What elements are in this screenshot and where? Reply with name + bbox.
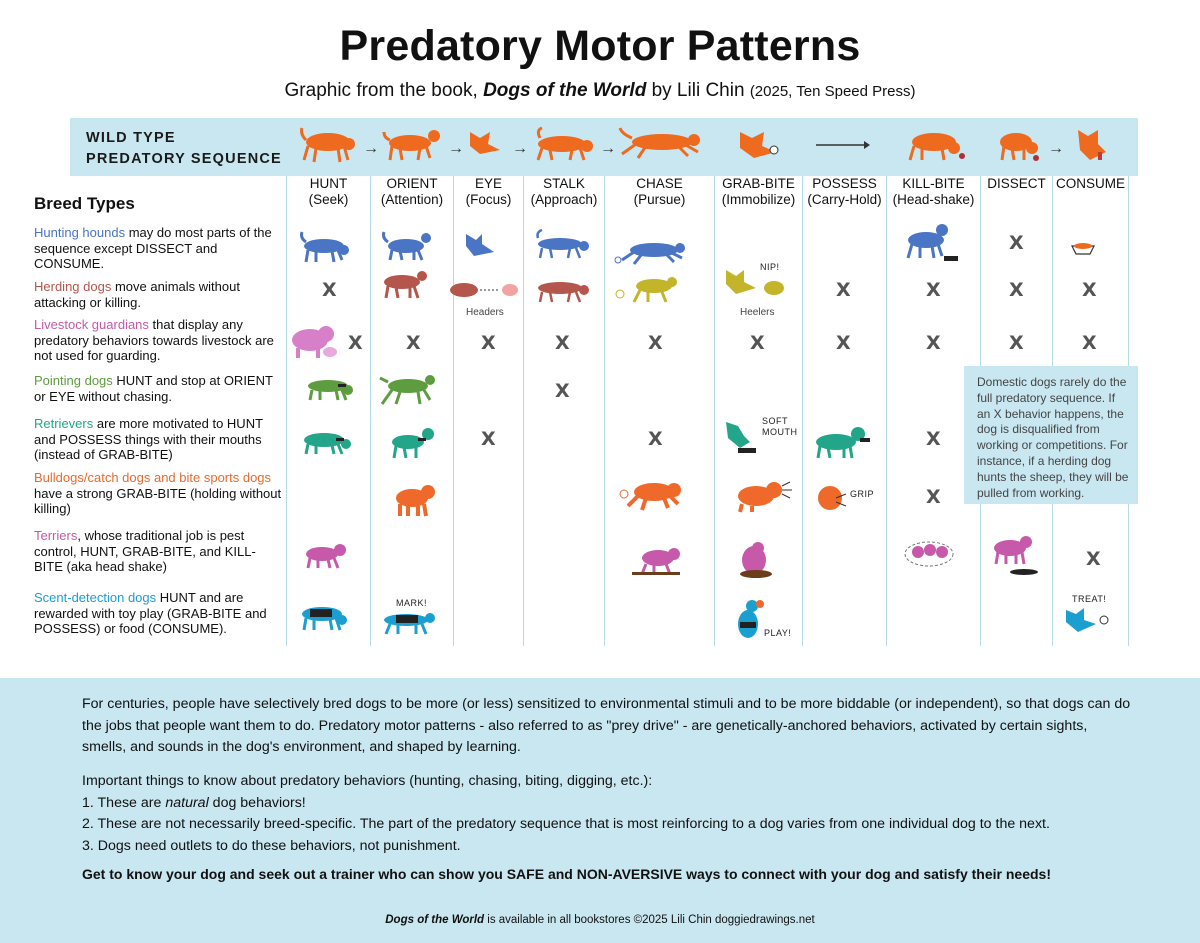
wild-dog-stalk-illustration (530, 126, 596, 162)
breed-row-pointing-dogs (34, 373, 282, 404)
breed-row-hunting-hounds (34, 225, 282, 272)
x-mark: X (1086, 548, 1101, 570)
breed-description: are more motivated to HUNT and POSSESS things with their mouths (instead of GRAB-BITE) (34, 416, 263, 462)
terrier-chase-illustration (622, 542, 686, 578)
x-mark: X (1082, 279, 1097, 301)
column-header-consume: CONSUME (1055, 176, 1125, 191)
wild-dog-orient-illustration (382, 124, 444, 164)
x-mark: X (1009, 332, 1024, 354)
arrow-icon: → (448, 140, 464, 157)
breed-description: , whose traditional job is pest control, HUNT, GRAB-BITE, and KILL-BITE (aka head shake) (34, 528, 256, 574)
wild-dog-eye-illustration (466, 128, 502, 158)
x-mark: X (555, 380, 570, 402)
breed-name: Scent-detection dogs (34, 590, 157, 605)
important-point-3: 3. Dogs need outlets to do these behaviors, not punishment. (82, 837, 461, 854)
wild-dog-grab-bite-illustration (736, 126, 782, 162)
wild-type-line1: WILD TYPE (86, 130, 176, 146)
herding-chase-illustration (612, 272, 686, 306)
subtitle-book: Dogs of the World (483, 80, 647, 101)
scent-orient-illustration (376, 606, 442, 638)
arrow-icon: → (363, 140, 379, 157)
arrow-icon: → (600, 140, 616, 157)
mark-caption: MARK! (396, 598, 428, 608)
retriever-grab-bite-illustration (722, 418, 762, 456)
arrow-icon: → (512, 140, 528, 157)
x-mark: X (836, 332, 851, 354)
terrier-dissect-illustration (988, 530, 1044, 578)
breed-description: HUNT and are rewarded with toy play (GRAB-BITE and POSSESS) or food (CONSUME). (34, 590, 267, 636)
soft-mouth-caption: SOFT MOUTH (762, 416, 798, 437)
x-mark: X (648, 332, 663, 354)
pointer-hunt-illustration (300, 372, 360, 404)
column-divider (453, 176, 454, 646)
column-header-possess: POSSESS (Carry-Hold) (807, 176, 882, 207)
breed-name: Retrievers (34, 416, 94, 431)
column-header-dissect: DISSECT (987, 176, 1046, 191)
x-mark: X (406, 332, 421, 354)
arrow-icon: → (1048, 140, 1064, 157)
retriever-orient-illustration (384, 424, 440, 462)
breed-row-livestock-guardians (34, 317, 282, 364)
x-mark: X (348, 332, 363, 354)
x-mark: X (648, 428, 663, 450)
column-divider (370, 176, 371, 646)
wild-dog-chase-illustration (618, 126, 704, 162)
x-mark: X (481, 428, 496, 450)
heelers-caption: Heelers (740, 307, 775, 318)
important-point-2: 2. These are not necessarily breed-specific. The part of the predatory sequence that is most reinforcing to a dog varies from one individual dog to the next. (82, 816, 1050, 832)
breed-description: may do most parts of the sequence except DISSECT and CONSUME. (34, 225, 272, 271)
x-mark: X (1009, 232, 1024, 254)
important-point-1: 1. These are natural dog behaviors! (82, 794, 306, 811)
wild-dog-hunt-illustration (298, 122, 360, 166)
hound-kill-bite-illustration (898, 218, 964, 264)
column-divider (523, 176, 524, 646)
bulldog-grab-bite-illustration (730, 476, 794, 514)
breed-name: Herding dogs (34, 279, 112, 294)
note-text: Domestic dogs rarely do the full predatory sequence. If an X behavior happens, the dog is disqualified from working or competitions. For instance, if a herding dog hunts the sheep, they will be pulled from working. (977, 375, 1129, 500)
breed-description: that display any predatory behaviors towards livestock are not used for guarding. (34, 317, 274, 363)
herding-stalk-illustration (530, 276, 592, 304)
treat-caption: TREAT! (1072, 594, 1107, 604)
wild-type-label (86, 128, 282, 170)
scent-consume-illustration (1062, 604, 1112, 636)
column-header-stalk: STALK (Approach) (530, 176, 598, 207)
terrier-grab-bite-illustration (734, 540, 778, 580)
breed-types-title: Breed Types (34, 194, 135, 213)
column-divider (604, 176, 605, 646)
column-header-eye: EYE (Focus) (465, 176, 512, 207)
x-mark: X (322, 279, 337, 301)
breed-row-terriers (34, 528, 282, 575)
x-mark: X (1082, 332, 1097, 354)
important-title: Important things to know about predatory behaviors (hunting, chasing, biting, digging, etc.): (82, 773, 653, 789)
x-mark: X (926, 279, 941, 301)
terrier-kill-bite-illustration (900, 534, 958, 574)
nip-caption: NIP! (760, 262, 780, 272)
breed-description: HUNT and stop at ORIENT or EYE without chasing. (34, 373, 273, 404)
retriever-possess-illustration (808, 422, 874, 462)
breed-name: Pointing dogs (34, 373, 113, 388)
call-to-action: Get to know your dog and seek out a trainer who can show you SAFE and NON-AVERSIVE ways to connect with your dog and satisfy their needs! (82, 866, 1051, 882)
bulldog-orient-illustration (390, 480, 438, 518)
x-mark: X (926, 428, 941, 450)
wild-dog-consume-illustration (1074, 126, 1112, 164)
footer-text: is available in all bookstores ©2025 Lili Chin doggiedrawings.net (484, 914, 815, 926)
hound-chase-illustration (612, 234, 692, 268)
column-header-hunt: HUNT (Seek) (308, 176, 349, 207)
intro-paragraph: For centuries, people have selectively bred dogs to be more (or less) sensitized to environmental stimuli and to be more biddable (or independent), so that dogs can do the jobs that people want them to do. Predatory motor patterns - also referred to as "prey drive" - are genetically-anchored behaviors, activated by certain sights, smells, and sounds in the dog's environment, and shaped by learning. (82, 696, 1131, 755)
x-mark: X (481, 332, 496, 354)
hound-orient-illustration (380, 226, 436, 262)
grip-caption: GRIP (850, 489, 875, 499)
important-list (82, 771, 1132, 857)
x-mark: X (555, 332, 570, 354)
footer (0, 914, 1200, 926)
retriever-hunt-illustration (296, 426, 358, 458)
column-header-orient: ORIENT (Attention) (380, 176, 444, 207)
column-header-chase: CHASE (Pursue) (633, 176, 686, 207)
subtitle-publisher: (2025, Ten Speed Press) (749, 83, 916, 100)
pointer-orient-illustration (378, 370, 444, 408)
wild-dog-kill-bite-illustration (904, 126, 970, 164)
x-mark: X (926, 486, 941, 508)
subtitle (0, 80, 1200, 102)
breed-row-scent-detection (34, 590, 282, 637)
scent-grab-bite-illustration (734, 598, 766, 642)
column-header-grab-bite: GRAB-BITE (Immobilize) (721, 176, 796, 207)
breed-name: Livestock guardians (34, 317, 149, 332)
breed-row-retrievers (34, 416, 282, 463)
column-divider (714, 176, 715, 646)
footer-book: Dogs of the World (385, 914, 485, 926)
scent-hunt-illustration (294, 600, 356, 634)
herding-eye-illustration (446, 278, 522, 302)
column-divider (886, 176, 887, 646)
hound-hunt-illustration (296, 230, 356, 264)
terrier-hunt-illustration (300, 538, 350, 572)
herding-orient-illustration (376, 266, 432, 302)
headers-caption: Headers (466, 307, 504, 318)
breed-name: Hunting hounds (34, 225, 126, 240)
bulldog-possess-illustration (814, 484, 848, 514)
breed-row-bulldogs (34, 470, 282, 517)
x-mark: X (926, 332, 941, 354)
subtitle-author: by Lili Chin (646, 80, 745, 101)
bulldog-chase-illustration (616, 474, 688, 514)
breed-description: have a strong GRAB-BITE (holding without killing) (34, 485, 282, 516)
column-divider (286, 176, 287, 646)
column-header-kill-bite: KILL-BITE (Head-shake) (892, 176, 975, 207)
breed-name: Terriers (34, 528, 78, 543)
subtitle-prefix: Graphic from the book, (284, 80, 484, 101)
column-divider (802, 176, 803, 646)
wild-type-line2: PREDATORY SEQUENCE (86, 151, 282, 167)
food-bowl-icon (1070, 240, 1096, 256)
hound-stalk-illustration (530, 228, 592, 262)
x-mark: X (836, 279, 851, 301)
page-title: Predatory Motor Patterns (339, 22, 861, 70)
breed-row-herding-dogs (34, 279, 282, 310)
x-mark: X (750, 332, 765, 354)
guardian-hunt-illustration (288, 322, 342, 360)
breed-name: Bulldogs/catch dogs and bite sports dogs (34, 470, 272, 485)
hound-eye-illustration (462, 230, 498, 258)
play-caption: PLAY! (764, 628, 792, 638)
wild-dog-dissect-illustration (994, 126, 1042, 164)
arrow-icon (814, 138, 872, 152)
x-mark: X (1009, 279, 1024, 301)
breed-description: move animals without attacking or killing. (34, 279, 240, 310)
